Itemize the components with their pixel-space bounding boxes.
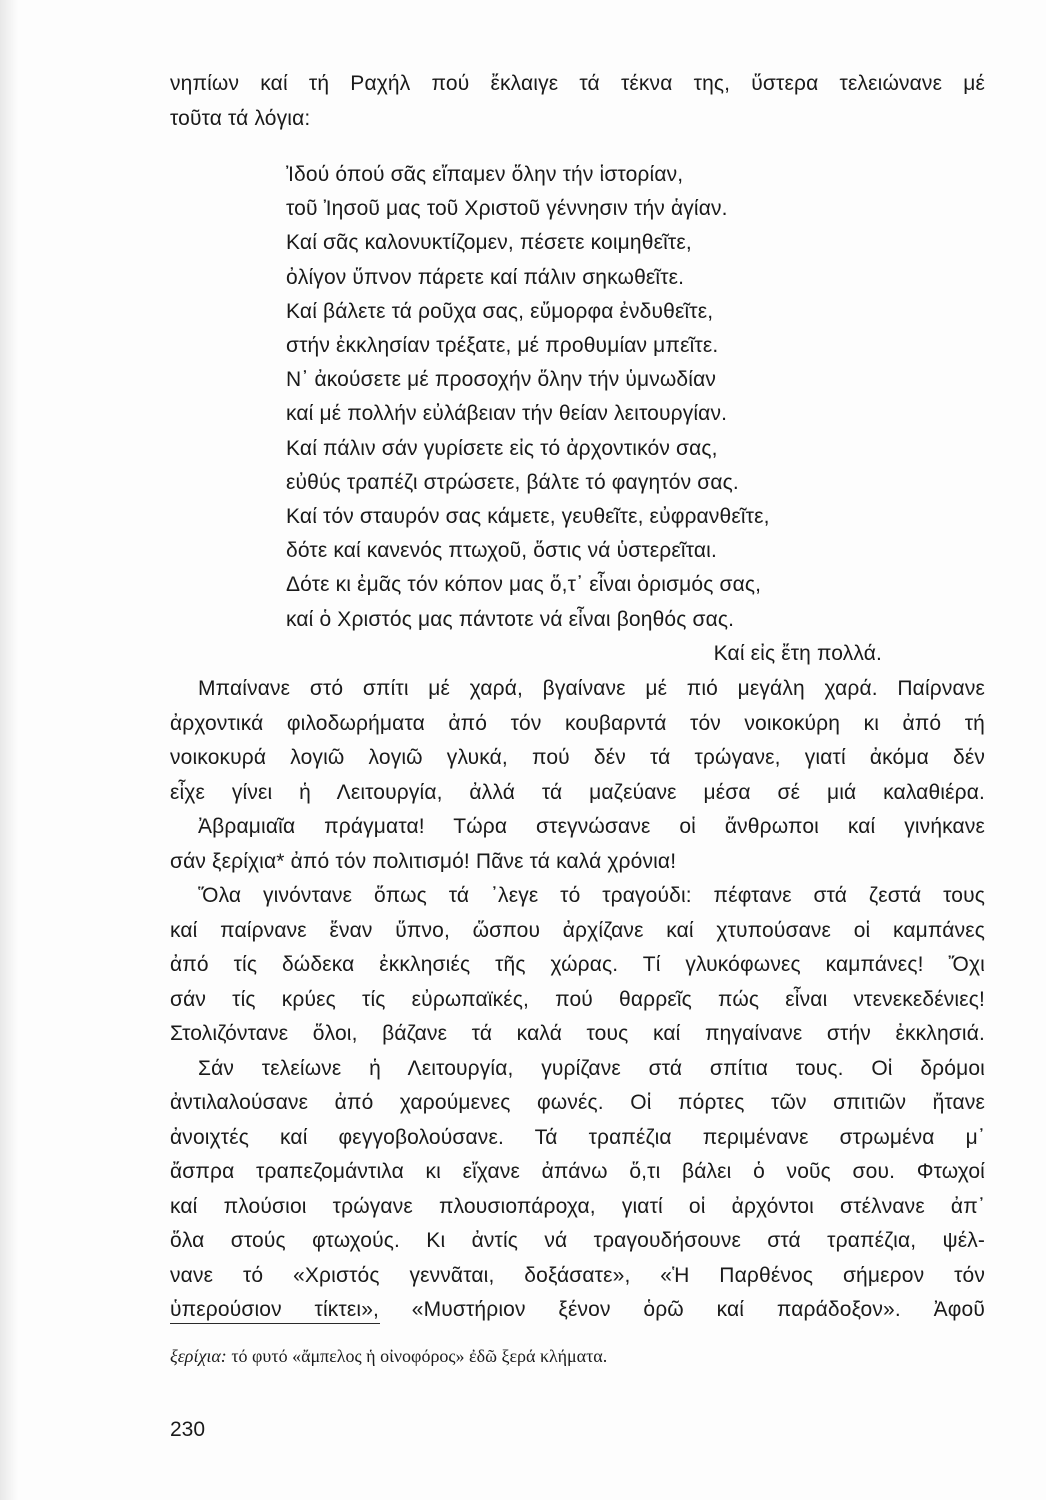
text-line: νηπίων καί τή Ραχήλ πού ἔκλαιγε τά τέκνα της, ὕστερα τελειώνανε μέ [170,72,985,95]
text-line: Ὅλα γινόντανε ὅπως τά ᾽λεγε τό τραγούδι: πέφτανε στά ζεστά τους [198,884,985,907]
verse-line: δότε καί κανενός πτωχοῦ, ὅστις νά ὑστερεῖται. [286,539,717,563]
text-line: ἀρχοντικά φιλοδωρήματα ἀπό τόν κουβαρντά τόν νοικοκύρη κι ἀπό τή [170,711,985,735]
text-line: τοῦτα τά λόγια: [170,106,311,130]
christmas-carol-verses [286,158,886,671]
intro-paragraph [170,67,985,136]
text-line: Μπαίνανε στό σπίτι μέ χαρά, βγαίνανε μέ πιό μεγάλη χαρά. Παίρνανε [198,677,985,700]
text-line: ὑπερούσιον τίκτει», «Μυστήριον ξένον ὁρῶ καί παράδοξον». Ἀφοῦ [170,1298,985,1321]
verse-line: Καί βάλετε τά ροῦχα σας, εὔμορφα ἐνδυθεῖτε, [286,299,714,323]
footnote-term: ξερίχια: [170,1346,227,1366]
verse-line: τοῦ Ἰησοῦ μας τοῦ Χριστοῦ γέννησιν τήν ἁγίαν. [286,197,728,221]
text-line: καί παίρνανε ἕναν ὕπνο, ὥσπου ἀρχίζανε καί χτυπούσανε οἱ καμπάνες [170,918,985,942]
verse-line: καί μέ πολλήν εὐλάβειαν τήν θείαν λειτουργίαν. [286,402,728,426]
verse-closing-line: Καί εἰς ἔτη πολλά. [713,641,882,665]
footnote [170,1344,607,1368]
page-fold-shadow [0,0,18,1500]
text-line: ἀντιλαλούσανε ἀπό χαρούμενες φωνές. Οἱ πόρτες τῶν σπιτιῶν ἤτανε [170,1091,985,1114]
text-line: ὅλα στούς φτωχούς. Κι ἀντίς νά τραγουδήσουνε στά τραπέζια, ψέλ- [170,1229,985,1252]
text-line: νοικοκυρά λογιῶ λογιῶ γλυκά, πού δέν τά τρώγανε, γιατί ἀκόμα δέν [170,746,985,769]
verse-line: Καί πάλιν σάν γυρίσετε εἰς τό ἀρχοντικόν σας, [286,436,718,460]
text-line: καί πλούσιοι τρώγανε πλουσιοπάροχα, γιατί οἱ ἀρχόντοι στέλνανε ἀπ᾽ [170,1194,985,1218]
footnote-text: τό φυτό «ἄμπελος ἡ οἰνοφόρος» ἐδῶ ξερά κλήματα. [226,1346,608,1366]
prose-paragraphs [170,672,985,1328]
text-line: Στολιζόντανε ὅλοι, βάζανε τά καλά τους καί πηγαίνανε στήν ἐκκλησιά. [170,1022,985,1045]
verse-line: Ἰδού όπού σᾶς εἴπαμεν ὅλην τήν ἱστορίαν, [286,163,684,186]
text-line: ἀνοιχτές καί φεγγοβολούσανε. Τά τραπέζια περιμένανε στρωμένα μ᾽ [170,1125,985,1149]
page-number: 230 [170,1418,206,1441]
text-line: ἀπό τίς δώδεκα ἐκκλησιές τῆς χώρας. Τί γλυκόφωνες καμπάνες! Ὄχι [170,953,985,976]
verse-line: εὐθύς τραπέζι στρώσετε, βάλτε τό φαγητόν σας. [286,470,739,494]
verse-line: στήν ἐκκλησίαν τρέξατε, μέ προθυμίαν μπεῖτε. [286,334,719,358]
text-line: εἶχε γίνει ἡ Λειτουργία, ἀλλά τά μαζεύανε μέσα σέ μιά καλαθιέρα. [170,780,985,804]
text-line: Ἀβραμιαῖα πράγματα! Τώρα στεγνώσανε οἱ ἄνθρωποι καί γινήκανε [198,815,985,838]
text-line: νανε τό «Χριστός γεννᾶται, δοξάσατε», «Ἡ Παρθένος σήμερον τόν [170,1263,985,1287]
text-line: σάν τίς κρύες τίς εὐρωπαϊκές, πού θαρρεῖς πώς εἶναι ντενεκεδένιες! [170,987,985,1011]
verse-line: Καί σᾶς καλονυκτίζομεν, πέσετε κοιμηθεῖτε, [286,231,692,255]
verse-line: καί ὁ Χριστός μας πάντοτε νά εἶναι βοηθός σας. [286,607,735,631]
verse-line: Καί τόν σταυρόν σας κάμετε, γευθεῖτε, εὐφρανθεῖτε, [286,505,770,529]
text-line: σάν ξερίχια* ἀπό τόν πολιτισμό! Πᾶνε τά καλά χρόνια! [170,849,677,873]
footnote-divider [170,1323,380,1324]
text-line: ἄσπρα τραπεζομάντιλα κι εἴχανε ἀπάνω ὅ,τι βάλει ὁ νοῦς σου. Φτωχοί [170,1160,985,1183]
verse-line: Δότε κι ἐμᾶς τόν κόπον μας ὅ,τ᾽ εἶναι ὁρισμός σας, [286,573,762,597]
verse-line: Ν᾽ ἀκούσετε μέ προσοχήν ὅλην τήν ὑμνωδίαν [286,368,717,392]
verse-line: ὀλίγον ὕπνον πάρετε καί πάλιν σηκωθεῖτε. [286,265,685,289]
text-line: Σάν τελείωνε ἡ Λειτουργία, γυρίζανε στά σπίτια τους. Οἱ δρόμοι [198,1056,985,1080]
